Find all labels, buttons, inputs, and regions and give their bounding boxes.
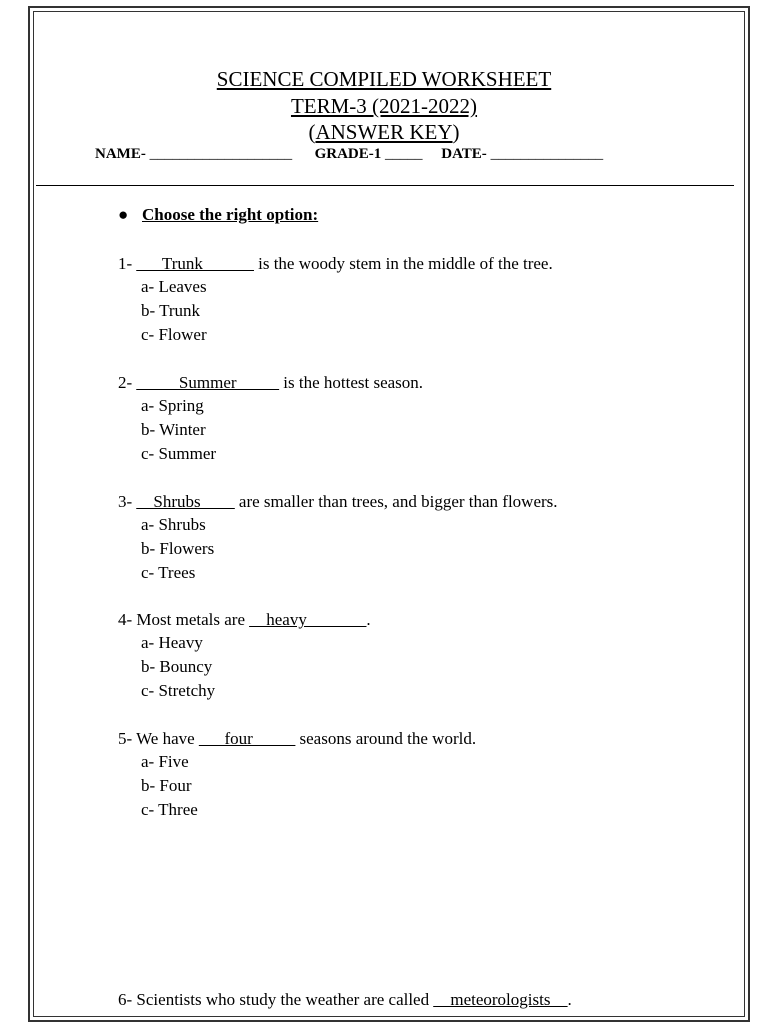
question-answer: __meteorologists__	[433, 990, 568, 1009]
question-number: 6-	[118, 990, 133, 1009]
answer-key-label	[0, 120, 768, 144]
question-answer: __heavy_______	[249, 610, 367, 629]
question-2-option: a- Spring	[141, 396, 204, 415]
question-text-after: seasons around the world.	[295, 729, 477, 748]
question-text-before: Scientists who study the weather are called	[132, 990, 434, 1009]
question-5	[118, 727, 476, 751]
question-4-option: a- Heavy	[141, 633, 203, 652]
question-answer: __Shrubs____	[136, 492, 235, 511]
worksheet-title: SCIENCE COMPILED WORKSHEET	[216, 67, 552, 91]
question-text-after: are smaller than trees, and bigger than flowers.	[234, 492, 558, 511]
question-4	[118, 608, 371, 632]
question-text-after: is the woody stem in the middle of the tree.	[253, 254, 553, 273]
header-divider	[36, 185, 734, 186]
instruction	[118, 205, 318, 225]
bullet-icon: ●	[118, 205, 129, 224]
question-number: 3-	[118, 492, 133, 511]
question-1	[118, 252, 553, 276]
question-text-before: We have	[132, 729, 199, 748]
date-label: DATE-	[441, 146, 487, 162]
question-5-option: a- Five	[141, 752, 189, 771]
question-number: 1-	[118, 254, 133, 273]
question-number: 5-	[118, 729, 133, 748]
answer-key-open-paren: (	[308, 120, 316, 144]
question-answer: _____Summer_____	[136, 373, 280, 392]
grade-label: GRADE-1	[314, 146, 382, 162]
answer-key-close-paren: )	[452, 120, 460, 144]
question-6	[118, 988, 572, 1012]
date-blank: _______________	[486, 146, 604, 162]
question-2-option: c- Summer	[141, 444, 217, 463]
question-number: 2-	[118, 373, 133, 392]
question-answer: ___four_____	[198, 729, 296, 748]
answer-key-text: ANSWER KEY	[315, 120, 453, 144]
question-2-option: b- Winter	[141, 420, 206, 439]
question-text-before: Most metals are	[132, 610, 250, 629]
question-1-option: b- Trunk	[141, 301, 201, 320]
question-answer: ___Trunk______	[136, 254, 254, 273]
worksheet-term: TERM-3 (2021-2022)	[290, 94, 478, 118]
question-3-option: c- Trees	[141, 563, 196, 582]
name-blank: ___________________	[145, 146, 293, 162]
name-label: NAME-	[95, 146, 146, 162]
student-info-row	[95, 146, 603, 163]
question-text-after: .	[567, 990, 572, 1009]
question-3-option: b- Flowers	[141, 539, 215, 558]
question-1-option: a- Leaves	[141, 277, 207, 296]
question-3-option: a- Shrubs	[141, 515, 206, 534]
grade-blank: _____	[381, 146, 423, 162]
question-2	[118, 371, 423, 395]
question-text-after: is the hottest season.	[279, 373, 424, 392]
question-1-option: c- Flower	[141, 325, 207, 344]
question-3	[118, 490, 558, 514]
instruction-text: Choose the right option:	[142, 205, 319, 224]
question-4-option: b- Bouncy	[141, 657, 213, 676]
question-5-option: c- Three	[141, 800, 198, 819]
question-text-after: .	[366, 610, 371, 629]
question-number: 4-	[118, 610, 133, 629]
question-4-option: c- Stretchy	[141, 681, 216, 700]
question-5-option: b- Four	[141, 776, 192, 795]
